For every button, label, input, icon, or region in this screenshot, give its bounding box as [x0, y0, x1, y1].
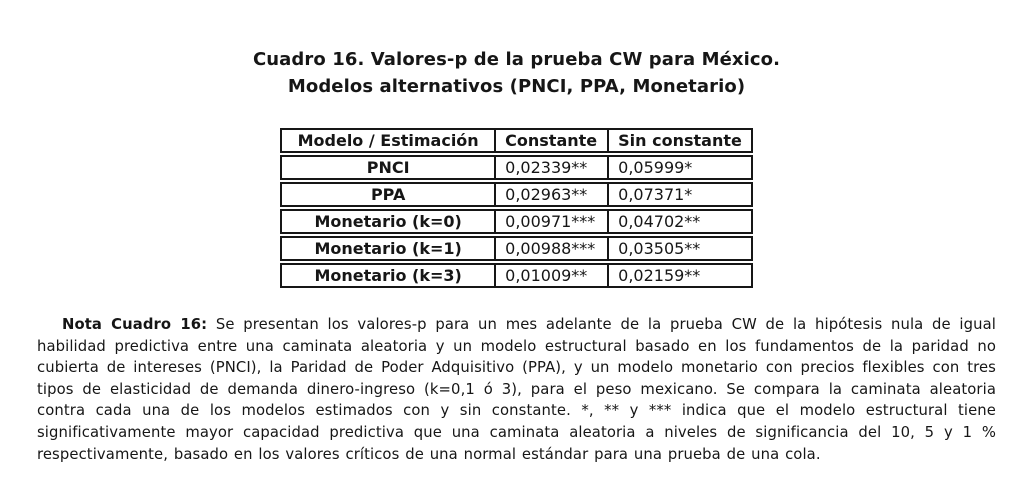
table-row-ppa — [280, 182, 753, 207]
title-line-2: Modelos alternativos (PNCI, PPA, Monetario) — [287, 76, 746, 97]
note-text: Se presentan los valores-p para un mes adelante de la prueba CW de la hipótesis nula de igual habilidad predictiva entre una caminata aleatoria y un modelo estructural basado en los fundamentos de la paridad no cubierta de intereses (PNCI), la Paridad de Poder Adquisitivo (PPA), y un modelo monetario con precios flexibles con tres tipos de elasticidad de demanda dinero-ingreso (k=0,1 ó 3), para el peso mexicano. Se compara la caminata aleatoria contra cada una de los modelos estimados con y sin constante. *, ** y *** indica que el modelo estructural tiene significativamente mayor capacidad predictiva que una caminata aleatoria a niveles de significancia del 10, 5 y 1 % respectivamente, basado en los valores críticos de una normal estándar para una prueba de una cola. — [37, 316, 996, 463]
title-line-1: Cuadro 16. Valores-p de la prueba CW para México. — [252, 49, 781, 70]
table-row-monetario-k3 — [280, 263, 753, 288]
constante-value-cell: 0,00988*** — [496, 236, 609, 261]
constante-value-cell: 0,02339** — [496, 155, 609, 180]
sin-constante-value-cell: 0,02159** — [609, 263, 753, 288]
table-row-monetario-k1 — [280, 236, 753, 261]
constante-value-cell: 0,02963** — [496, 182, 609, 207]
column-header-modelo-estimacion: Modelo / Estimación — [280, 128, 496, 153]
table-note — [37, 314, 996, 465]
note-label: Nota Cuadro 16: — [62, 316, 208, 333]
sin-constante-value-cell: 0,03505** — [609, 236, 753, 261]
model-name-cell: PNCI — [280, 155, 496, 180]
column-header-constante: Constante — [496, 128, 609, 153]
table-header-row — [280, 128, 753, 153]
table-title — [0, 46, 1033, 100]
model-name-cell: Monetario (k=1) — [280, 236, 496, 261]
sin-constante-value-cell: 0,05999* — [609, 155, 753, 180]
constante-value-cell: 0,00971*** — [496, 209, 609, 234]
model-name-cell: Monetario (k=3) — [280, 263, 496, 288]
column-header-sin-constante: Sin constante — [609, 128, 753, 153]
sin-constante-value-cell: 0,07371* — [609, 182, 753, 207]
table-row-pnci — [280, 155, 753, 180]
constante-value-cell: 0,01009** — [496, 263, 609, 288]
model-name-cell: PPA — [280, 182, 496, 207]
model-name-cell: Monetario (k=0) — [280, 209, 496, 234]
sin-constante-value-cell: 0,04702** — [609, 209, 753, 234]
pvalues-table — [280, 126, 753, 290]
table-row-monetario-k0 — [280, 209, 753, 234]
